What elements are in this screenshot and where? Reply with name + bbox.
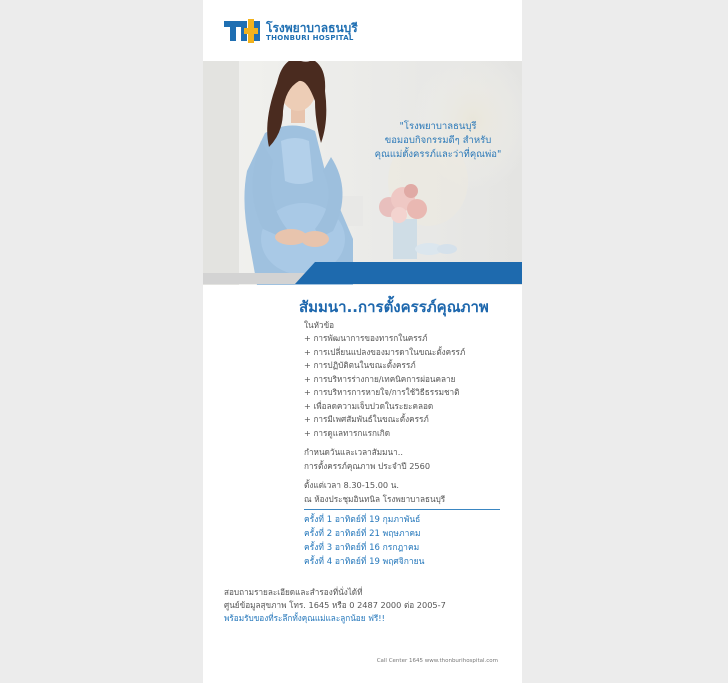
free-gift-promo: พร้อมรับของที่ระลึกทั้งคุณแม่และลูกน้อย ฟรี!! — [224, 613, 385, 623]
hero-quote-line: ขอมอบกิจกรรมดีๆ สำหรับ — [384, 135, 492, 146]
pregnant-woman-illustration — [203, 61, 522, 285]
th-logo-icon — [224, 19, 262, 43]
blue-diagonal-stripe — [203, 262, 522, 284]
call-center-website: Call Center 1645 www.thonburihospital.com — [376, 658, 498, 664]
topic-item: + การพัฒนาการของทารกในครรภ์ — [304, 333, 428, 343]
topic-item: + เพื่อลดความเจ็บปวดในระยะคลอด — [304, 400, 434, 411]
hero-quote-line: คุณแม่ตั้งครรภ์และว่าที่คุณพ่อ" — [374, 149, 502, 160]
session-date: ครั้งที่ 2 อาทิตย์ที่ 21 พฤษภาคม — [304, 529, 421, 539]
topic-item: + การบริหารร่างกาย/เทคนิคการผ่อนคลาย — [304, 373, 456, 384]
hero-quote — [358, 120, 518, 162]
seminar-time: ตั้งแต่เวลา 8.30-15.00 น. — [304, 480, 399, 490]
seminar-details — [304, 318, 504, 567]
topic-item: + การปฏิบัติตนในขณะตั้งครรภ์ — [304, 360, 416, 370]
divider-line — [304, 509, 500, 510]
hero-photo — [203, 61, 522, 285]
contact-phone: ศูนย์ข้อมูลสุขภาพ โทร. 1645 หรือ 0 2487 2000 ต่อ 2005-7 — [224, 600, 446, 610]
seminar-poster — [203, 0, 522, 683]
contact-line: สอบถามรายละเอียดและสำรองที่นั่งได้ที่ — [224, 587, 363, 597]
session-date: ครั้งที่ 3 อาทิตย์ที่ 16 กรกฎาคม — [304, 543, 420, 553]
logo-name-english: THONBURI HOSPITAL — [266, 34, 354, 42]
logo-name-thai: โรงพยาบาลธนบุรี — [266, 21, 358, 35]
topic-item: + การบริหารการหายใจ/การใช้วิธีธรรมชาติ — [304, 387, 460, 397]
schedule-intro: การตั้งครรภ์คุณภาพ ประจำปี 2560 — [304, 460, 431, 471]
session-date: ครั้งที่ 1 อาทิตย์ที่ 19 กุมภาพันธ์ — [304, 515, 421, 525]
topics-heading: ในหัวข้อ — [304, 320, 335, 330]
hero-quote-line: "โรงพยาบาลธนบุรี — [399, 121, 477, 132]
seminar-headline: สัมมนา..การตั้งครรภ์คุณภาพ — [299, 298, 489, 316]
session-list — [304, 513, 424, 569]
schedule-intro: กำหนดวันและเวลาสัมมนา.. — [304, 447, 403, 457]
session-date: ครั้งที่ 4 อาทิตย์ที่ 19 พฤศจิกายน — [304, 557, 425, 567]
contact-footer — [224, 586, 446, 625]
seminar-venue: ณ ห้องประชุมอินทนิล โรงพยาบาลธนบุรี — [304, 493, 446, 504]
topic-item: + การเปลี่ยนแปลงของมารดาในขณะตั้งครรภ์ — [304, 346, 466, 357]
topic-item: + การมีเพศสัมพันธ์ในขณะตั้งครรภ์ — [304, 414, 429, 424]
topic-item: + การดูแลทารกแรกเกิด — [304, 427, 391, 438]
